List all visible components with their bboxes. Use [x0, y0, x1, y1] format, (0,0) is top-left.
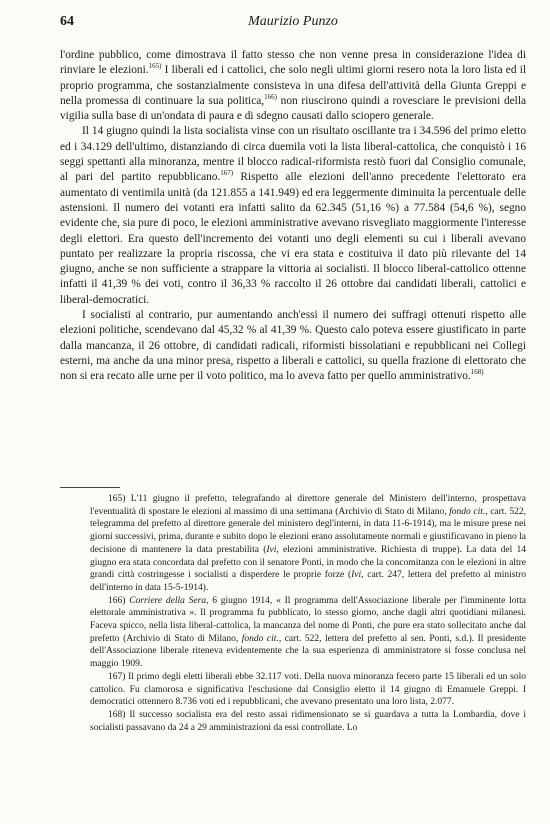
text-run: Rispetto alle elezioni dell'anno precedente l'elettorato era aumentato di ventimila unità (da 121.855 a 141.949) ed era leggermente diminuita la percentuale delle astensioni. Il numero dei votanti era infatti salito da 62.345 (51,16 %) a 77.584 (54,6 %), segno evidente che, sia pure di poco, le elezioni amministrative avevano risvegliato maggiormente l'interesse degli elettori. Era questo dell'incremento dei votanti uno degli elementi su cui i liberali avevano puntato per realizzare la propria riscossa, che vi era stata e costituiva il dato più rilevante del 14 giugno, anche se non sufficiente a strappare la vittoria ai socialisti. Il blocco liberal-cattolico ottenne infatti il 41,39 % dei voti, contro il 36,33 % raccolto il 26 ottobre dai candidati liberali, cattolici e liberal-democratici.: [60, 171, 526, 306]
text-run: , cart. 522, lettera del prefetto al sen. Ponti, s.d.). Il presidente dell'Associazione liberale riteneva evidentemente che la sua esperienza di amministratore si fosse conclusa nel maggio 1909.: [90, 633, 526, 670]
page-number: 64: [60, 14, 74, 29]
text-run: , cart. 247, lettera del prefetto al ministro dell'interno in data 15-5-1914).: [90, 570, 526, 593]
text-run: l'ordine pubblico, come dimostrava il fatto stesso che non venne presa in considerazione l'idea di rinviare le elezioni.: [60, 49, 526, 77]
body-paragraph: [60, 48, 526, 124]
text-run: I socialisti al contrario, pur aumentando anch'essi il numero dei suffragi ottenuti rispetto alle elezioni politiche, scendevano dal 45,32 % al 41,39 %. Questo calo poteva essere giustificato in parte dalla mancanza, il 26 ottobre, di candidati radicali, riformisti bissolatiani e repubblicani nei Collegi esterni, ma anche da una minor presa, rispetto a liberali e cattolici, su quella frazione di elettorato che non si era recato alle urne per il voto politico, ma lo aveva fatto per quello amministrativo.: [60, 309, 526, 383]
footnote-rule: [60, 487, 120, 488]
italic-text: Corriere della Sera: [129, 595, 207, 606]
italic-text: Ivi: [266, 544, 277, 555]
footnote: [90, 493, 526, 595]
body-paragraph: [60, 124, 526, 308]
text-run: , cart. 522, telegramma del prefetto al direttore generale del ministero degl'interni, in data 11-6-1914), ma le misure prese nei giorni successivi, prima, durante e subito dopo le elezioni erano assolutamente normali e giustificavano in pieno la decisione di mantenere la data prestabilita (: [90, 506, 526, 555]
body-text: [60, 48, 526, 385]
italic-text: fondo cit.: [241, 633, 279, 644]
text-run: 166): [108, 595, 130, 606]
running-head: Maurizio Punzo: [248, 14, 338, 29]
footnote: [90, 671, 526, 709]
text-run: non riuscirono quindi a rovesciare le previsioni della vigilia sulla base di un'ondata di paura e di sdegno causati dallo sciopero generale.: [60, 94, 526, 123]
text-run: , elezioni amministrative. Richiesta di truppe). La data del 14 giugno era stata concordata dal prefetto con il senatore Ponti, in modo che la concomitanza con le elezioni in altre grandi città costringesse i socialisti a disperdere le proprie forze (: [90, 544, 526, 581]
italic-text: Ivi: [351, 570, 362, 581]
text-run: 165) L'11 giugno il prefetto, telegrafando al direttore generale del Ministero dell'interno, prospettava l'eventualità di spostare le elezioni al massimo di una settimana (Archivio di Stato di Milano,: [90, 494, 526, 517]
text-run: 167) Il primo degli eletti liberali ebbe 32.117 voti. Della nuova minoranza fecero parte 15 liberali ed un solo cattolico. Fu clamorosa e significativa l'esclusione dal Consiglio eletto il 14 giugno di Emanuele Greppi. I democratici ottennero 8.736 voti ed i repubblicani, che avevano presentato una loro lista, 2.077.: [90, 671, 526, 708]
footnote-ref: 166): [264, 93, 277, 102]
text-run: I liberali ed i cattolici, che solo negli ultimi giorni resero nota la loro lista ed il proprio programma, che sostanzialmente consisteva in una difesa dell'attività della Giunta Greppi e nella promessa di continuare la sua politica,: [60, 64, 526, 107]
text-run: 168) Il successo socialista era del resto assai ridimensionato se si guardava a tutta la Lombardia, dove i socialisti passavano da 24 a 29 amministrazioni da essi controllate. Lo: [90, 709, 526, 733]
text-run: Il 14 giugno quindi la lista socialista vinse con un risultato oscillante tra i 34.596 del primo eletto ed i 34.129 dell'ultimo, distanziando di circa duemila voti la lista liberal-cattolica, che conquistò i 16 seggi spettanti alla minoranza, mentre il blocco radical-riformista restò fuori dal Consiglio comunale, al pari del partito repubblicano.: [60, 125, 526, 184]
italic-text: fondo cit.: [449, 506, 486, 517]
text-run: , 6 giugno 1914, « Il programma dell'Associazione liberale per l'imminente lotta elettorale amministrativa ». Il programma fu pubblicato, lo stesso giorno, anche dagli altri quotidiani milanesi. Faceva spicco, nella lista liberal-cattolica, la mancanza del nome di Ponti, che pure era stato sollecitato anche dal prefetto (Archivio di Stato di Milano,: [90, 595, 526, 644]
footnote-ref: 167): [220, 169, 234, 178]
footnote-ref: 168): [470, 368, 484, 377]
footnote: [90, 595, 526, 671]
footnote-ref: 165): [148, 62, 162, 71]
body-paragraph: [60, 308, 526, 384]
footnote: [90, 709, 526, 734]
footnotes: [90, 493, 526, 734]
page-header: [60, 14, 526, 34]
